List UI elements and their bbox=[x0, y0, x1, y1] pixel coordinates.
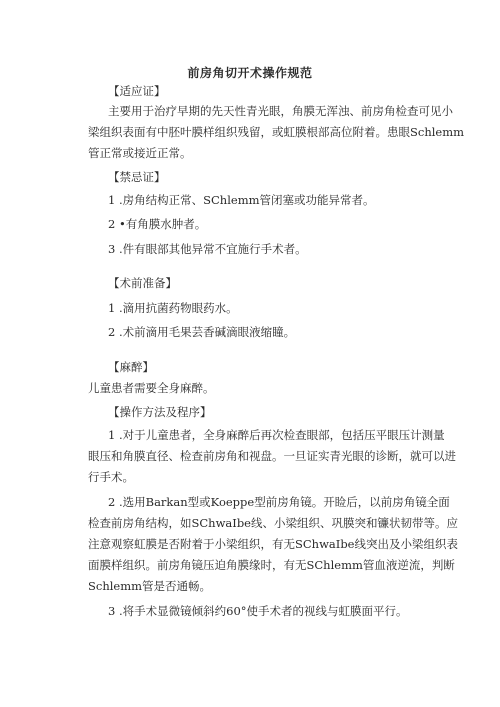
list-item: 3 .件有眼部其他异常不宜施行手术者。 bbox=[108, 242, 307, 256]
section-heading-anesthesia: 【麻醉】 bbox=[108, 360, 154, 374]
step-2-line: 检查前房角结构，如SChwaIbe线、小梁组织、巩膜突和镰状韧带等。应 bbox=[88, 516, 458, 530]
list-item: 1 .滴用抗菌药物眼药水。 bbox=[108, 301, 238, 315]
paragraph-line: 管正常或接近正常。 bbox=[88, 146, 192, 160]
section-heading-contraindications: 【禁忌证】 bbox=[108, 170, 166, 184]
paragraph-line: 梁组织表面有中胚叶膜样组织残留，或虹膜根部高位附着。患眼Schlemm bbox=[88, 125, 465, 139]
step-2-line: 注意观察虹膜是否附着于小梁组织，有无SChwaIbe线突出及小梁组织表 bbox=[88, 537, 458, 551]
step-2-line: 面膜样组织。前房角镜压迫角膜缘时，有无SChlemm管血液逆流，判断 bbox=[88, 558, 455, 572]
section-heading-indications: 【适应证】 bbox=[108, 84, 166, 98]
page-title: 前房角切开术操作规范 bbox=[187, 66, 313, 80]
section-heading-preparation: 【术前准备】 bbox=[108, 276, 177, 290]
step-2-line: 2 .选用Barkan型或Koeppe型前房角镜。开睑后，以前房角镜全面 bbox=[108, 495, 450, 509]
step-1-line: 1 .对于儿童患者，全身麻醉后再次检查眼部，包括压平眼压计测量 bbox=[108, 428, 445, 442]
list-item: 2 •有角膜水肿者。 bbox=[108, 217, 207, 231]
list-item: 2 .术前滴用毛果芸香碱滴眼液缩瞳。 bbox=[108, 325, 296, 339]
section-heading-procedure: 【操作方法及程序】 bbox=[108, 405, 212, 419]
step-1-line: 行手术。 bbox=[88, 470, 134, 484]
list-item: 1 .房角结构正常、SChlemm管闭塞或功能异常者。 bbox=[108, 193, 375, 207]
step-2-line: Schlemm管是否通畅。 bbox=[88, 579, 212, 593]
step-1-line: 眼压和角膜直径、检查前房角和视盘。一旦证实青光眼的诊断，就可以进 bbox=[88, 449, 456, 463]
paragraph-line: 主要用于治疗早期的先天性青光眼，角膜无浑浊、前房角检查可见小 bbox=[108, 104, 453, 118]
paragraph-line: 儿童患者需要全身麻醉。 bbox=[88, 381, 215, 395]
step-3-line: 3 .将手术显微镜倾斜约60°使手术者的视线与虹膜面平行。 bbox=[108, 604, 408, 618]
